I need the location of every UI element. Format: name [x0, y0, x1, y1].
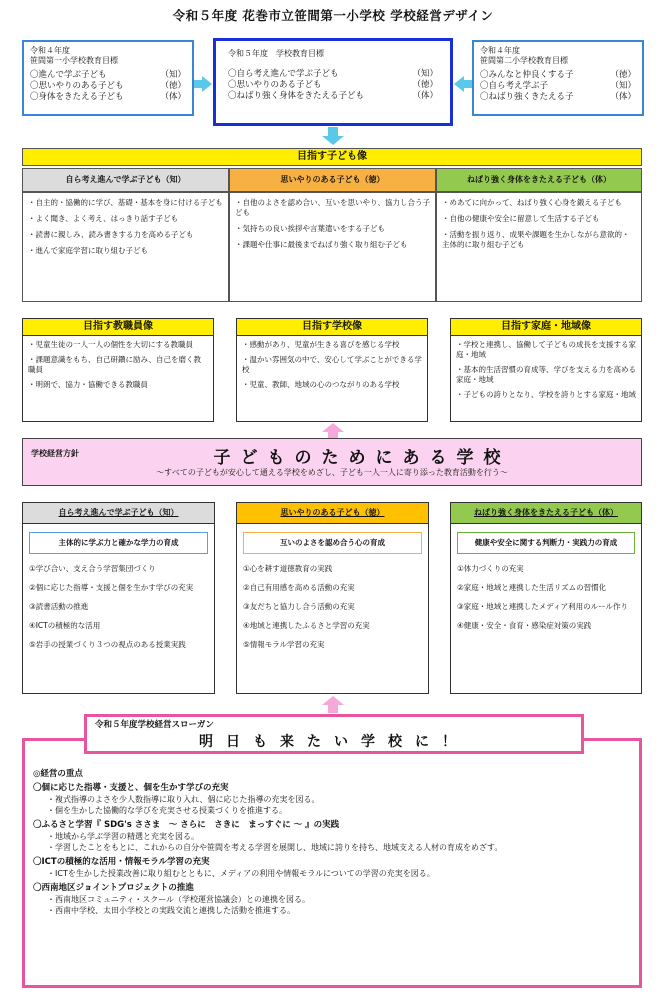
list-item: ・児童生徒の一人一人の個性を大切にする教職員	[28, 340, 193, 349]
ideal-school	[236, 318, 428, 422]
page-title: 令和５年度 花巻市立笹間第一小学校 学校経営デザイン	[172, 8, 494, 23]
goal-box-center	[213, 38, 453, 126]
list-item: ・感動があり、児童が生きる喜びを感じる学校	[242, 340, 400, 349]
goal-left-header: 令和４年度 笹間第一小学校教育目標	[30, 46, 118, 65]
list-item: ④ICTの積極的な活用	[29, 621, 101, 630]
slogan-main: 明日も来たい学校に！	[199, 734, 469, 750]
policy-main: 子どものためにある学校	[213, 448, 511, 468]
list-item: ①体力づくりの充実	[457, 564, 524, 573]
strategy-knowledge-focus: 主体的に学ぶ力と確かな学力の育成	[29, 532, 208, 554]
goal-box-right	[472, 40, 644, 116]
goal-left-item: 〇進んで学ぶ子ども （知）	[30, 70, 186, 80]
goal-right-item: 〇ねばり強くきたえる子 （体）	[480, 92, 636, 102]
list-item: ・明朗で、協力・協働できる教職員	[28, 380, 148, 389]
priority-item: ・ICTを生かした授業改善に取り組むとともに、メディアの利用や情報モラルについての学習の充実を図る。	[47, 869, 435, 878]
goal-box-left	[22, 40, 194, 116]
goal-left-item: 〇思いやりのある子ども （徳）	[30, 81, 186, 91]
priority-item: ・複式指導のよさを少人数指導に取り入れ、個に応じた指導の充実を図る。	[47, 795, 320, 804]
list-item: ⑤岩手の授業づくり３つの視点のある授業実践	[29, 640, 186, 649]
ideal-staff	[22, 318, 214, 422]
policy-subtitle: ～すべての子どもが安心して通える学校をめざし、子ども一人一人に寄り添った教育活動を行う～	[156, 468, 508, 477]
arrow-left-shaft	[464, 80, 472, 88]
list-item: ②自己有用感を高める活動の充実	[243, 583, 355, 592]
priority-title: 〇ICTの積極的な活用・情報モラル学習の充実	[33, 857, 210, 867]
priority-item: ・地域から学ぶ学習の精選と充実を図る。	[47, 832, 199, 841]
policy-label: 学校経営方針	[31, 449, 79, 458]
goal-right-item: 〇みんなと仲良くする子 （徳）	[480, 70, 636, 80]
priority-item: ・学習したことをもとに、これからの自分や笹間を考える学習を展開し、地域に誇りを持ち、地域支える人材の育成をめざす。	[47, 843, 503, 852]
priority-item: ・西南中学校、太田小学校との実践交流と連携した活動を推進する。	[47, 906, 295, 915]
children-col-virtue-title: 思いやりのある子ども（徳）	[229, 168, 436, 192]
goal-right-header: 令和４年度 笹間第二小学校教育目標	[480, 46, 568, 65]
arrow-right-icon	[202, 76, 212, 92]
list-item: ・基本的生活習慣の育成等、学びを支える力を高める家庭・地域	[456, 365, 636, 384]
strategy-knowledge-title: 自ら考え進んで学ぶ子ども（知）	[23, 503, 214, 524]
strategy-virtue-title: 思いやりのある子ども（徳）	[237, 503, 428, 524]
list-item: ・学校と連携し、協働して子どもの成長を支援する家庭・地域	[456, 340, 636, 359]
ideal-community	[450, 318, 642, 422]
arrow-up-shaft	[328, 705, 338, 713]
list-item: ③友だちと協力し合う活動の充実	[243, 602, 355, 611]
list-item: ・進んで家庭学習に取り組む子ども	[28, 246, 148, 255]
arrow-up-icon	[322, 423, 344, 432]
strategy-virtue-focus: 互いのよさを認め合う心の育成	[243, 532, 422, 554]
list-item: ①学び合い、支え合う学習集団づくり	[29, 564, 156, 573]
list-item: ・課題意識をもち、自己研鑽に励み、自己を磨く教職員	[28, 355, 201, 374]
priority-title: 〇西南地区ジョイントプロジェクトの推進	[33, 883, 194, 893]
priorities-panel	[22, 738, 642, 988]
arrow-right-shaft	[194, 80, 202, 88]
arrow-left-icon	[454, 76, 464, 92]
list-item: ⑤情報モラル学習の充実	[243, 640, 325, 649]
goal-center-item: 〇自ら考え進んで学ぶ子ども （知）	[228, 69, 438, 79]
arrow-down-icon	[322, 136, 344, 145]
list-item: ・自他のよさを認め合い、互いを思いやり、協力し合う子ども	[235, 198, 430, 217]
list-item: ④地域と連携したふるさと学習の充実	[243, 621, 370, 630]
strategy-knowledge	[22, 502, 215, 694]
policy-banner	[22, 438, 642, 486]
slogan-box	[84, 714, 584, 754]
list-item: ③読書活動の推進	[29, 602, 89, 611]
priority-title: 〇ふるさと学習『 SDG's ささま ～ さらに さきに まっすぐに ～ 』の実践	[33, 820, 340, 830]
ideal-staff-header: 目指す教職員像	[23, 319, 213, 336]
goal-center-item: 〇ねばり強く身体をきたえる子ども （体）	[228, 91, 438, 101]
goal-right-item: 〇自ら考え学ぶ子 （知）	[480, 81, 636, 91]
list-item: ①心を耕す道徳教育の実践	[243, 564, 333, 573]
list-item: ・児童、教師、地域の心のつながりのある学校	[242, 380, 400, 389]
strategy-body-title: ねばり強く身体をきたえる子ども（体）	[451, 503, 641, 524]
children-col-knowledge-body	[22, 192, 229, 302]
priorities-header: ◎経営の重点	[33, 769, 83, 779]
goal-left-item: 〇身体をきたえる子ども （体）	[30, 92, 186, 102]
children-col-virtue-body	[229, 192, 436, 302]
list-item: ・自他の健康や安全に留意して生活する子ども	[442, 214, 600, 223]
strategy-virtue	[236, 502, 429, 694]
list-item: ④健康・安全・食育・感染症対策の実践	[457, 621, 592, 630]
list-item: ・活動を振り返り、成果や課題を生かしながら意欲的・主体的に取り組む子ども	[442, 230, 630, 249]
arrow-down-shaft	[328, 127, 338, 136]
priority-title: 〇個に応じた指導・支援と、個を生かす学びの充実	[33, 783, 229, 793]
list-item: ・読書に親しみ、読み書きする力を高める子ども	[28, 230, 194, 239]
list-item: ・よく聞き、よく考え、はっきり話す子ども	[28, 214, 179, 223]
ideal-community-header: 目指す家庭・地域像	[451, 319, 641, 336]
children-col-body-body	[436, 192, 642, 302]
goal-center-item: 〇思いやりのある子ども （徳）	[228, 80, 438, 90]
slogan-label: 令和５年度学校経営スローガン	[95, 720, 214, 730]
children-col-knowledge-title: 自ら考え進んで学ぶ子ども（知）	[22, 168, 229, 192]
goal-center-header: 令和５年度 学校教育目標	[228, 49, 324, 58]
list-item: ③家庭・地域と連携したメディア利用のルール作り	[457, 602, 628, 611]
strategy-body	[450, 502, 642, 694]
list-item: ・自主的・協働的に学び、基礎・基本を身に付ける子ども	[28, 198, 223, 207]
list-item: ②個に応じた指導・支援と個を生かす学びの充実	[29, 583, 194, 592]
children-header: 目指す子ども像	[22, 148, 642, 166]
arrow-up-icon	[322, 696, 344, 705]
list-item: ・課題や仕事に最後までねばり強く取り組む子ども	[235, 240, 408, 249]
ideal-school-header: 目指す学校像	[237, 319, 427, 336]
list-item: ②家庭・地域と連携した生活リズムの習慣化	[457, 583, 607, 592]
children-col-body-title: ねばり強く身体をきたえる子ども（体）	[436, 168, 642, 192]
priority-item: ・西南地区コミュニティ・スクール（学校運営協議会）との連携を図る。	[47, 895, 311, 904]
list-item: ・めあてに向かって、ねばり強く心身を鍛える子ども	[442, 198, 622, 207]
priority-item: ・個を生かした協働的な学びを充実させる授業づくりを推進する。	[47, 806, 287, 815]
strategy-body-focus: 健康や安全に関する判断力・実践力の育成	[457, 532, 635, 554]
list-item: ・気持ちの良い挨拶や言葉遣いをする子ども	[235, 224, 385, 233]
list-item: ・温かい雰囲気の中で、安心して学ぶことができる学校	[242, 355, 422, 374]
list-item: ・子どもの誇りとなり、学校を誇りとする家庭・地域	[456, 390, 636, 399]
